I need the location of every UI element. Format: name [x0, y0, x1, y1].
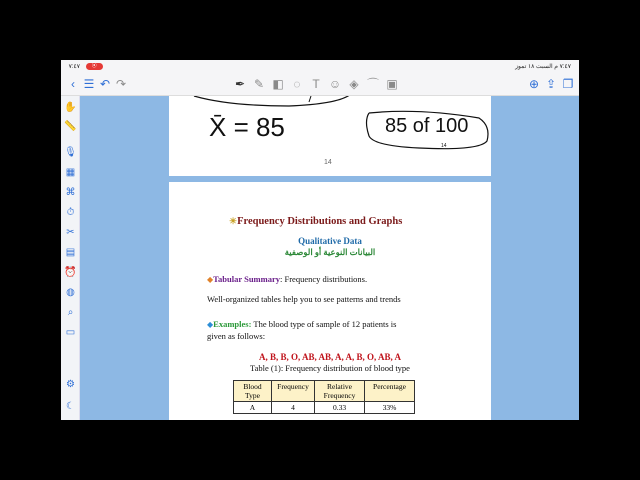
- handwritten-score: 85 of 100: [385, 115, 469, 137]
- microphone-icon[interactable]: 🎙: [64, 147, 77, 158]
- frequency-table: [233, 380, 415, 414]
- previous-page: [169, 96, 491, 176]
- table-caption: Table (1): Frequency distribution of blood type: [250, 363, 410, 373]
- header-percentage: Percentage: [365, 381, 415, 402]
- cell-percentage: 33%: [365, 402, 415, 414]
- document-canvas[interactable]: [80, 96, 579, 420]
- timer-icon[interactable]: ⏱: [66, 207, 75, 218]
- well-organized-text: Well-organized tables help you to see patterns and trends: [207, 294, 401, 304]
- header-frequency: Frequency: [272, 381, 315, 402]
- score-page-number: 14: [441, 143, 447, 149]
- table-row: [234, 402, 415, 414]
- document-icon[interactable]: ▤: [65, 247, 76, 258]
- left-sidebar: [61, 96, 80, 420]
- ruler-icon[interactable]: ⌒: [366, 77, 379, 91]
- doc-subtitle-arabic: البيانات النوعية أو الوصفية: [284, 247, 376, 257]
- status-date: ٧:٤٧ م السبت ١٨ تموز: [515, 64, 571, 70]
- add-icon[interactable]: ⊕: [528, 77, 540, 91]
- alarm-icon[interactable]: ⏰: [64, 267, 77, 278]
- blood-type-sample: A, B, B, O, AB, AB, A, A, B, O, AB, A: [258, 352, 402, 362]
- share-icon[interactable]: ⇪: [545, 77, 557, 91]
- cell-blood-type: A: [234, 402, 272, 414]
- pencil-icon[interactable]: ✎: [253, 77, 265, 91]
- sticker-icon[interactable]: ☺: [328, 77, 342, 91]
- pen-icon[interactable]: ✒: [234, 77, 246, 91]
- cell-frequency: 4: [272, 402, 315, 414]
- copy-icon[interactable]: ❐: [562, 77, 574, 91]
- handwritten-mean: X̄ = 85: [209, 112, 285, 142]
- diamond-icon: ◆: [207, 275, 214, 284]
- search-icon[interactable]: ⌕: [67, 307, 74, 318]
- cell-relative-frequency: 0.33: [315, 402, 365, 414]
- diamond-icon: ◆: [207, 320, 214, 329]
- text-icon[interactable]: T: [312, 77, 320, 91]
- examples-label: Examples:: [213, 319, 252, 329]
- status-left: [67, 63, 103, 70]
- header-blood-type: Blood Type: [234, 381, 272, 402]
- undo-icon[interactable]: ↶: [99, 77, 111, 91]
- palette-icon[interactable]: ◍: [66, 287, 75, 298]
- list-icon[interactable]: ☰: [83, 77, 95, 91]
- redo-icon[interactable]: ↷: [115, 77, 127, 91]
- slides-icon[interactable]: ▭: [65, 327, 76, 338]
- ruler-icon[interactable]: 📏: [64, 121, 77, 132]
- toolbar: [61, 73, 579, 96]
- page-number: 14: [324, 159, 332, 166]
- doc-subtitle: Qualitative Data: [298, 236, 362, 246]
- moon-icon[interactable]: ☾: [66, 401, 75, 412]
- sun-icon: ☀: [229, 216, 238, 226]
- calculator-icon[interactable]: ▦: [65, 167, 76, 178]
- doc-title-text: Frequency Distributions and Graphs: [237, 216, 403, 227]
- lasso-icon[interactable]: ◌: [293, 77, 301, 91]
- scissors-icon[interactable]: ✂: [66, 227, 75, 238]
- hand-icon[interactable]: ✋: [64, 102, 77, 113]
- table-header-row: [234, 381, 415, 402]
- map-icon[interactable]: ⌘: [65, 187, 76, 198]
- chevron-left-icon[interactable]: ‹: [71, 77, 75, 91]
- current-page: [169, 182, 491, 420]
- examples-line: [207, 319, 396, 329]
- doc-title: [229, 216, 402, 227]
- status-bar: [61, 60, 579, 73]
- gear-icon[interactable]: ⚙: [66, 379, 75, 390]
- examples-text-2: given as follows:: [207, 331, 266, 341]
- status-time-left: ‎ ٧:٤٧ ‎: [67, 64, 82, 70]
- app-screen: [61, 60, 579, 420]
- header-relative-frequency: Relative Frequency: [315, 381, 365, 402]
- tabular-summary: [207, 274, 367, 284]
- tabular-text: : Frequency distributions.: [280, 274, 368, 284]
- image-icon[interactable]: ▣: [386, 77, 398, 91]
- tabular-label: Tabular Summary: [213, 274, 280, 284]
- screen-record-indicator[interactable]: ⦿: [86, 63, 103, 70]
- shapes-icon[interactable]: ◈: [349, 77, 359, 91]
- eraser-icon[interactable]: ◧: [272, 77, 284, 91]
- examples-text: The blood type of sample of 12 patients is: [251, 319, 397, 329]
